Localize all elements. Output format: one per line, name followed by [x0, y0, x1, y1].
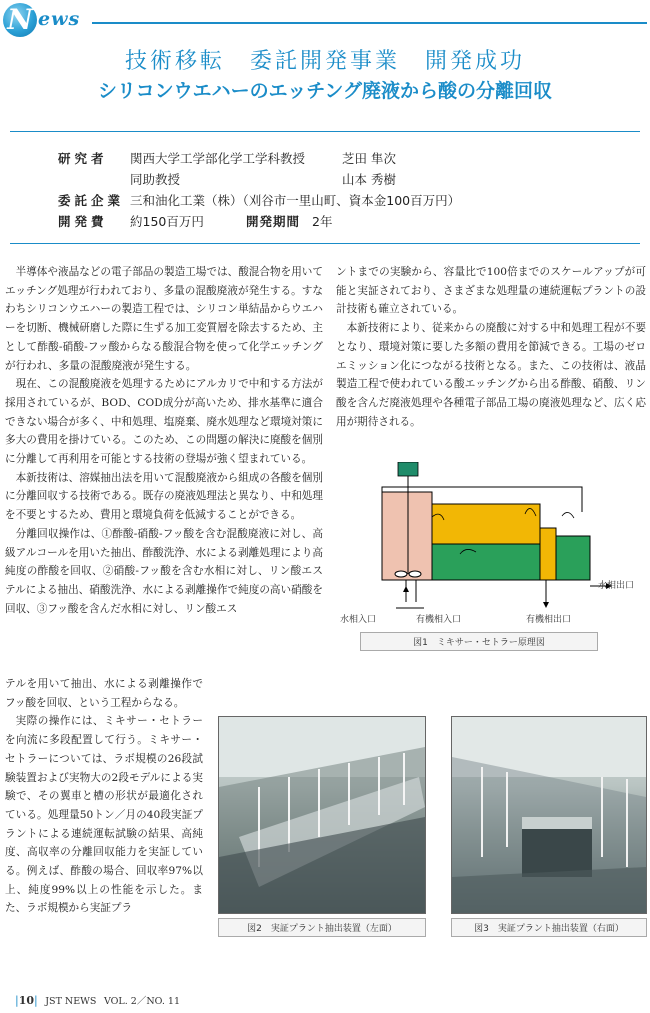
- body-paragraph-5: 実際の操作には、ミキサー・セトラーを向流に多段配置して行う。ミキサー・セトラーについては、ラボ規模の26段試験装置および実物大の2段モデルによる実験で、その翼車と槽の形状が最適化されている。処理量50トン／月の40段実証プラントによる連続運転試験の結果、高純度、高収率の分離回収能力を実証している。例えば、酢酸の場合、回収率97%以上、純度99%以上の性能を示した。また、ラボ規模から実証プラ: [5, 715, 203, 915]
- article-left-column-narrow: [5, 675, 203, 918]
- company-value: 三和油化工業（株）（刈谷市一里山町、資本金100百万円）: [130, 193, 461, 208]
- body-paragraph-1: 半導体や液晶などの電子部品の製造工場では、酸混合物を用いてエッチング処理が行われており、多量の混酸廃液が発生する。すなわちシリコンウエハーの製造工程では、シリコン単結晶からウエハーを切断、機械研磨した際に生ずる加工変質層を除去するため、主として酢酸-硝酸-フッ酸からなる酸混合物を使って化学エッチングが行われ、多量の混酸廃液が発生する。: [5, 266, 323, 372]
- figure2-caption: 図2 実証プラント抽出装置（左面）: [218, 918, 426, 937]
- body-paragraph-7: 本新技術により、従来からの廃酸に対する中和処理工程が不要となり、環境対策に要した多額の費用を節減できる。工場のゼロエミッション化につながる技術となる。また、この技術は、液晶製造工程で使われている酸エッチングから出る酢酸、硝酸、リン酸を含んだ廃液処理や各種電子部品工場の廃液処理など、広く応用が期待される。: [336, 322, 646, 428]
- page-number: 10: [18, 994, 35, 1007]
- motor-icon: [398, 462, 418, 476]
- body-paragraph-2: 現在、この混酸廃液を処理するためにアルカリで中和する方法が採用されているが、BOD、COD成分が高いため、排水基準に適合できない場合が多く、中和処理、塩廃棄、廃水処理など環境対策に多大の費用を掛けている。このため、この問題の解決に廃酸を個別に分離して再利用を可能とする技術の登場が強く望まれている。: [5, 378, 323, 466]
- header-rule: [92, 22, 647, 24]
- figure3-caption: 図3 実証プラント抽出装置（右面）: [451, 918, 647, 937]
- impeller-icon: [395, 571, 407, 577]
- info-top-rule: [10, 131, 640, 132]
- cost-value: 約150百万円: [130, 214, 204, 229]
- researcher1-name: 芝田 隼次: [342, 151, 396, 166]
- body-paragraph-4a: 分離回収操作は、①酢酸-硝酸-フッ酸を含む混酸廃液に対し、高級アルコールを用いた抽出、酢酸洗浄、水による剥離処理により高純度の酢酸を回収、②硝酸-フッ酸を含む水相に対し、リン酸エステルによる抽出、硝酸洗浄、水による剥離操作で純度の高い硝酸を回収、③フッ酸を含んだ水相に対し、リン酸エス: [5, 527, 323, 615]
- page-subtitle: シリコンウエハーのエッチング廃液から酸の分離回収: [98, 80, 552, 102]
- cost-label: 開発費: [58, 214, 108, 229]
- page-footer: |10| JST NEWS VOL. 2／NO. 11: [15, 994, 180, 1007]
- researcher-label: 研究者: [58, 151, 108, 166]
- researcher1-affiliation: 関西大学工学部化学工学科教授: [130, 151, 306, 166]
- label-organic-outlet: 有機相出口: [526, 615, 572, 625]
- label-water-outlet: 水相出口: [598, 581, 635, 591]
- body-paragraph-4b: テルを用いて抽出、水による剥離操作でフッ酸を回収、という工程からなる。: [5, 678, 203, 709]
- plant-photo-left: [218, 716, 426, 914]
- news-logo-text: ews: [38, 8, 81, 30]
- body-paragraph-3: 本新技術は、溶媒抽出法を用いて混酸廃液から組成の各酸を個別に分離回収する技術である。既存の廃液処理法と異なり、中和処理を不要とするため、費用と環境負荷を低減することができる。: [5, 471, 323, 522]
- plant-photo-right: [451, 716, 647, 914]
- period-label: 開発期間: [246, 214, 301, 229]
- company-label: 委託企業: [58, 193, 125, 208]
- article-right-column: [336, 263, 646, 431]
- period-value: 2年: [312, 214, 333, 229]
- journal-name: JST NEWS: [45, 996, 97, 1007]
- researcher2-affiliation: 同助教授: [130, 172, 181, 187]
- page-title: 技術移転 委託開発事業 開発成功: [124, 49, 525, 74]
- article-left-column: [5, 263, 323, 618]
- figure1-caption: 図1 ミキサー・セトラー原理図: [360, 632, 598, 651]
- body-paragraph-6: ントまでの実験から、容量比で100倍までのスケールアップが可能と実証されており、さまざまな処理量の連続運転プラントの設計技術も確立されている。: [336, 266, 646, 316]
- label-organic-inlet: 有機相入口: [416, 615, 462, 625]
- journal-volume: VOL. 2／NO. 11: [103, 996, 180, 1007]
- label-water-inlet: 水相入口: [340, 615, 377, 625]
- news-logo-initial: N: [3, 3, 37, 37]
- info-bottom-rule: [10, 243, 640, 244]
- project-info: [58, 148, 618, 232]
- mixer-settler-diagram: [340, 462, 640, 612]
- researcher2-name: 山本 秀樹: [342, 172, 396, 187]
